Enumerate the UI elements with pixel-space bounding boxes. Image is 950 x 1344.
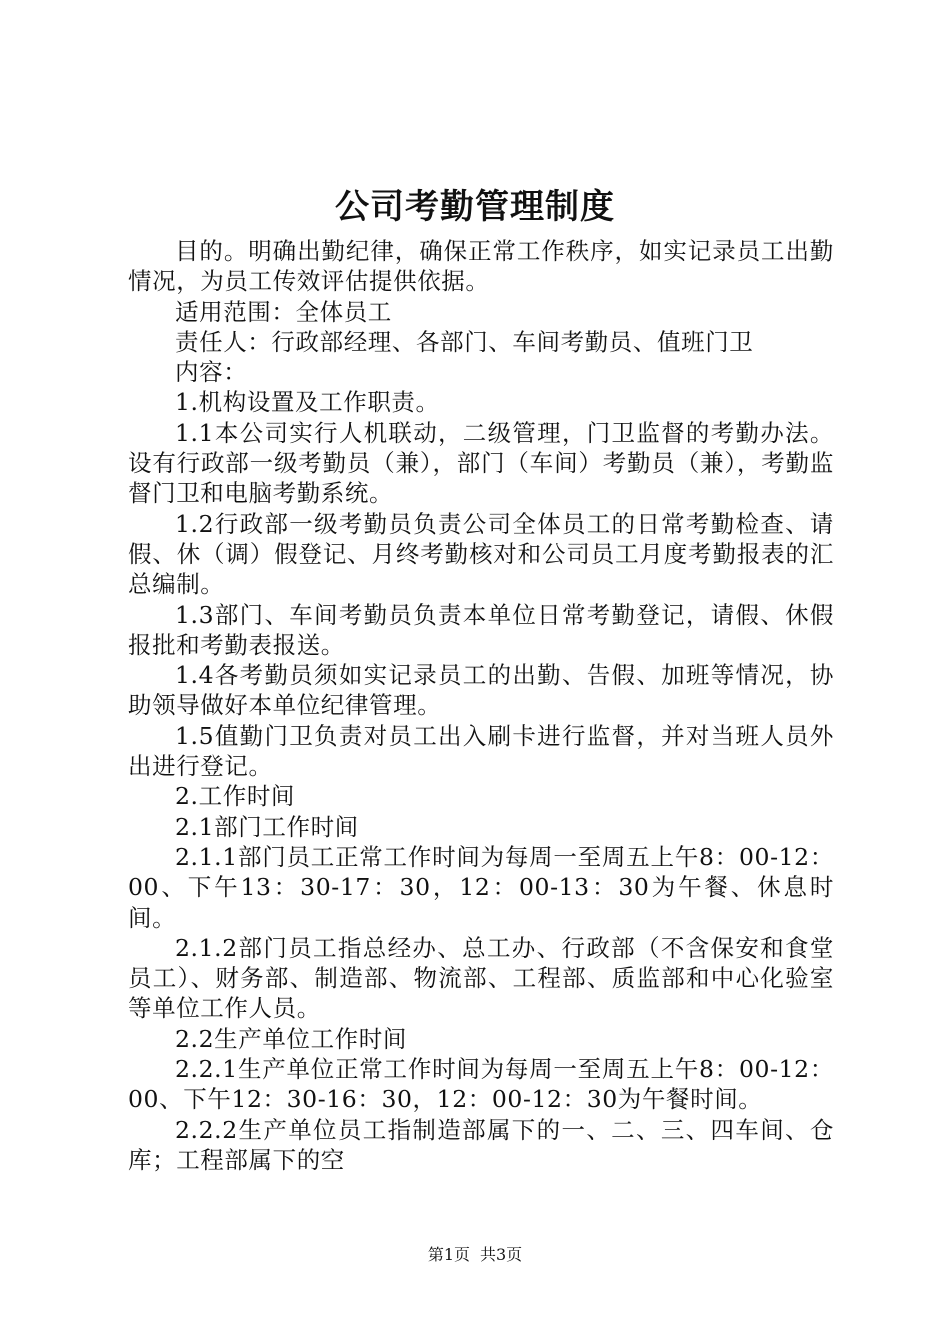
paragraph-responsible: 责任人：行政部经理、各部门、车间考勤员、值班门卫 <box>175 327 754 356</box>
paragraph-1-5: 1.5值勤门卫负责对员工出入刷卡进行监督，并对当班人员外出进行登记。 <box>128 721 834 781</box>
subsection-heading-2-2: 2.2生产单位工作时间 <box>175 1024 407 1053</box>
paragraph-1-3: 1.3部门、车间考勤员负责本单位日常考勤登记，请假、休假报批和考勤表报送。 <box>128 600 834 659</box>
paragraph-1-1: 1.1本公司实行人机联动，二级管理，门卫监督的考勤办法。设有行政部一级考勤员（兼），部门（车间）考勤员（兼），考勤监督门卫和电脑考勤系统。 <box>128 418 834 508</box>
paragraph-2-2-2: 2.2.2生产单位员工指制造部属下的一、二、三、四车间、仓库；工程部属下的空 <box>128 1115 834 1174</box>
paragraph-purpose: 目的。明确出勤纪律，确保正常工作秩序，如实记录员工出勤情况，为员工传效评估提供依据。 <box>128 237 834 296</box>
section-heading-2: 2.工作时间 <box>175 782 296 811</box>
document-title: 公司考勤管理制度 <box>335 187 615 227</box>
document-body <box>128 236 834 1175</box>
paragraph-2-1-2: 2.1.2部门员工指总经办、总工办、行政部（不含保安和食堂员工）、财务部、制造部、物流部、工程部、质监部和中心化验室等单位工作人员。 <box>128 933 834 1023</box>
paragraph-content-heading: 内容： <box>175 358 248 387</box>
page-number: 第1页 <box>427 1245 470 1264</box>
page-total: 共3页 <box>480 1245 523 1264</box>
page-footer <box>0 1243 950 1267</box>
paragraph-2-1-1: 2.1.1部门员工正常工作时间为每周一至周五上午8：00-12：00、下午13：30-17：30，12：00-13：30为午餐、休息时间。 <box>128 842 834 932</box>
paragraph-2-2-1: 2.2.1生产单位正常工作时间为每周一至周五上午8：00-12：00、下午12：30-16：30，12：00-12：30为午餐时间。 <box>128 1055 834 1114</box>
paragraph-scope: 适用范围：全体员工 <box>175 297 392 326</box>
subsection-heading-2-1: 2.1部门工作时间 <box>175 812 359 841</box>
paragraph-1-4: 1.4各考勤员须如实记录员工的出勤、告假、加班等情况，协助领导做好本单位纪律管理。 <box>128 661 834 720</box>
section-heading-1: 1.机构设置及工作职责。 <box>175 388 440 417</box>
paragraph-1-2: 1.2行政部一级考勤员负责公司全体员工的日常考勤检查、请假、休（调）假登记、月终考勤核对和公司员工月度考勤报表的汇总编制。 <box>128 509 834 599</box>
